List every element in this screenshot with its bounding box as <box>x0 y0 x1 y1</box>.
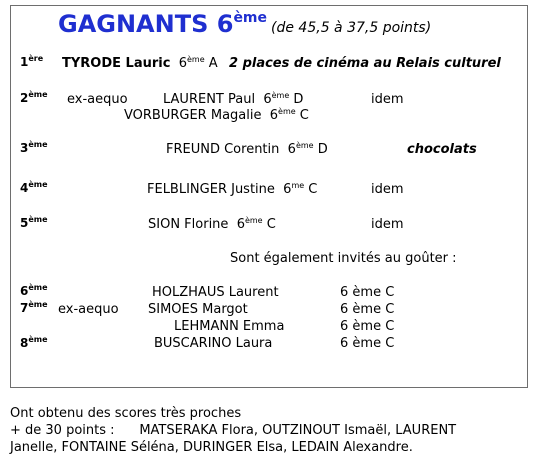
winner-5: SION Florine 6ème C <box>148 216 276 232</box>
winner-2b: VORBURGER Magalie 6ème C <box>124 107 309 123</box>
footer-line-2: + de 30 points : MATSERAKA Flora, OUTZINOUT Ismaël, LAURENT <box>10 423 457 438</box>
winner-2a: LAURENT Paul 6ème D <box>163 91 304 107</box>
footer-line-3: Janelle, FONTAINE Séléna, DURINGER Elsa, LEDAIN Alexandre. <box>10 440 413 455</box>
footer-line-1: Ont obtenu des scores très proches <box>10 406 242 421</box>
prize-3: chocolats <box>407 142 477 157</box>
rank-6: 6ème <box>20 283 48 298</box>
page-subtitle: (de 45,5 à 37,5 points) <box>271 20 432 36</box>
exaequo-7: ex-aequo <box>58 302 119 317</box>
rank-8: 8ème <box>20 335 48 350</box>
prize-1: 2 places de cinéma au Relais culturel <box>229 56 501 71</box>
winner-1: TYRODE Lauric 6ème A <box>62 55 218 71</box>
winner-3: FREUND Corentin 6ème D <box>166 141 328 157</box>
invitee-class: 6 ème C <box>340 336 395 351</box>
invitee-class: 6 ème C <box>340 302 395 317</box>
prize-4: idem <box>371 182 404 197</box>
invitee-class: 6 ème C <box>340 285 395 300</box>
invitee-name: HOLZHAUS Laurent <box>152 285 279 300</box>
rank-3: 3ème <box>20 140 48 155</box>
rank-7: 7ème <box>20 300 48 315</box>
rank-5: 5ème <box>20 215 48 230</box>
winner-4: FELBLINGER Justine $6^{me}$ C <box>147 181 318 197</box>
also-invited-heading: Sont également invités au goûter : <box>230 251 457 266</box>
prize-5: idem <box>371 217 404 232</box>
close-scores-note <box>10 405 456 456</box>
rank-2: 2ème <box>20 90 48 105</box>
rank-1: 1ère <box>20 54 44 69</box>
rank-4: 4ème <box>20 180 48 195</box>
invitee-name: LEHMANN Emma <box>174 319 285 334</box>
invitee-class: 6 ème C <box>340 319 395 334</box>
page-title: GAGNANTS 6ème(de 45,5 à 37,5 points) <box>58 10 432 38</box>
invitee-name: BUSCARINO Laura <box>154 336 273 351</box>
prize-2: idem <box>371 92 404 107</box>
invitee-name: SIMOES Margot <box>148 302 248 317</box>
exaequo-2: ex-aequo <box>67 92 128 107</box>
